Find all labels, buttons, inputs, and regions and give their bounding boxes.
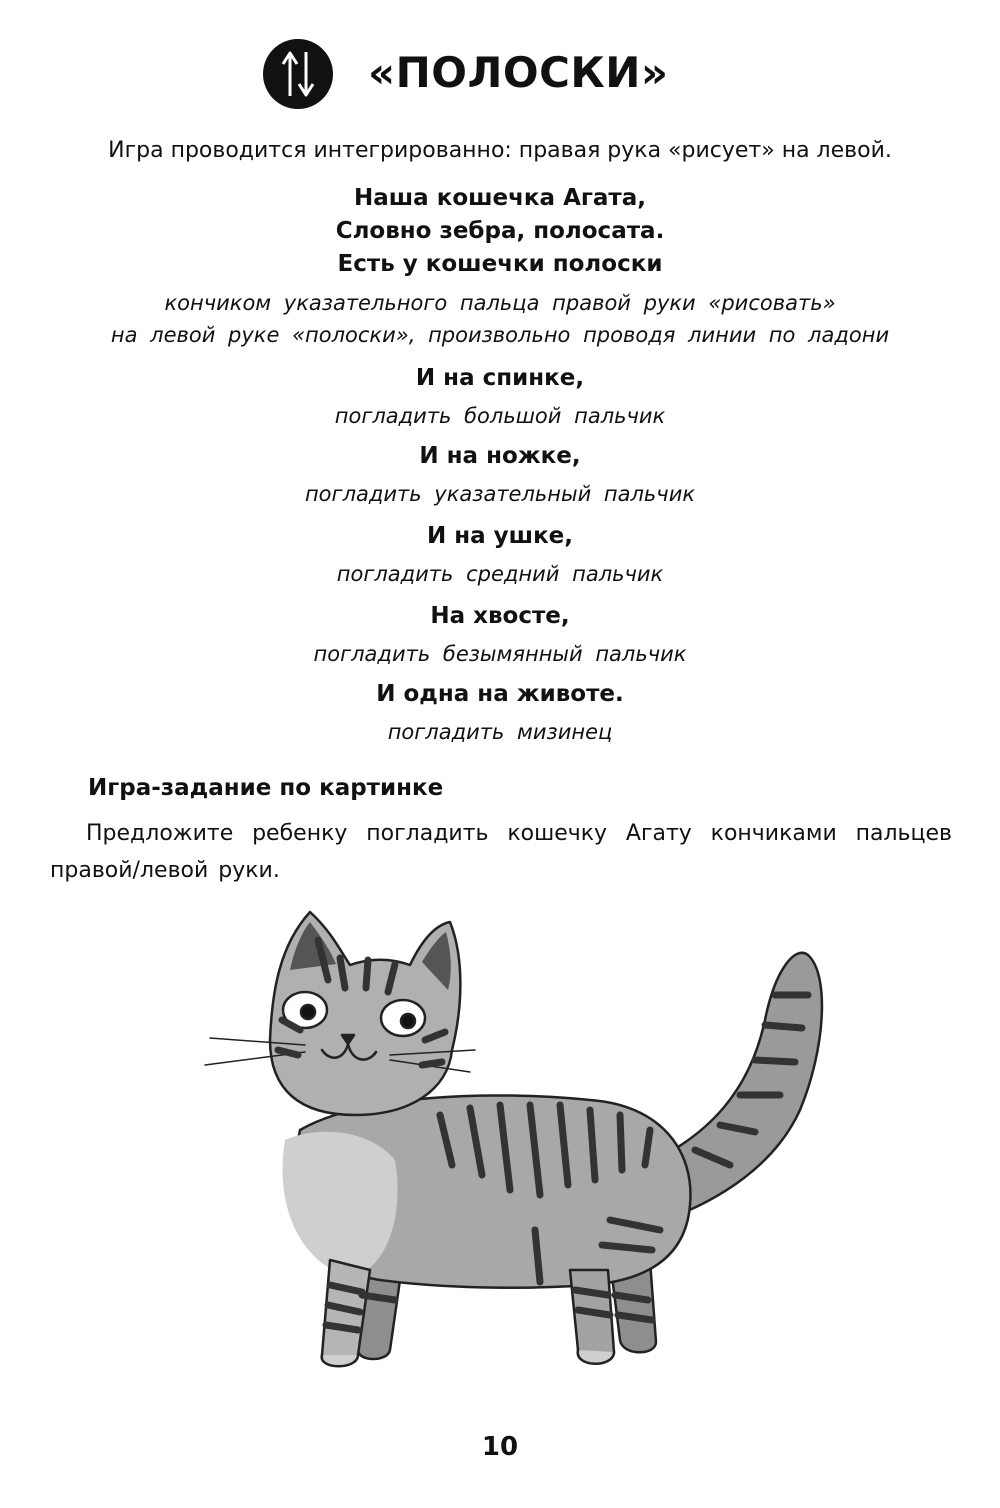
verse-line: И одна на животе.	[376, 681, 624, 707]
verse-pair-5	[0, 678, 1000, 748]
verse-pair-4	[0, 600, 1000, 670]
striped-cat-illustration	[190, 900, 840, 1400]
verse-block-1	[0, 182, 1000, 351]
verse-instruction: погладить безымянный пальчик	[313, 642, 687, 666]
verse-instruction: кончиком указательного пальца правой руки «рисовать»	[164, 291, 836, 315]
verse-pair-2	[0, 440, 1000, 510]
verse-pair-1	[0, 362, 1000, 432]
verse-line: И на спинке,	[415, 365, 585, 391]
verse-line: Наша кошечка Агата,	[353, 185, 646, 211]
verse-line: И на ушке,	[426, 523, 574, 549]
verse-instruction: на левой руке «полоски», произвольно проводя линии по ладони	[110, 323, 890, 347]
verse-line: Словно зебра, полосата.	[335, 218, 665, 244]
page-header	[0, 30, 1000, 120]
verse-line: Есть у кошечки полоски	[337, 251, 663, 277]
verse-line: На хвосте,	[430, 603, 570, 629]
verse-instruction: погладить мизинец	[387, 720, 613, 744]
task-title: Игра-задание по картинке	[88, 775, 444, 801]
up-down-arrows-icon	[262, 38, 334, 110]
intro-text: Игра проводится интегрированно: правая рука «рисует» на левой.	[108, 138, 892, 163]
verse-instruction: погладить средний пальчик	[336, 562, 664, 586]
verse-instruction: погладить большой пальчик	[334, 404, 666, 428]
verse-pair-3	[0, 520, 1000, 590]
page-number: 10	[481, 1432, 519, 1462]
verse-line: И на ножке,	[419, 443, 581, 469]
verse-instruction: погладить указательный пальчик	[304, 482, 696, 506]
task-text: Предложите ребенку погладить кошечку Агату кончиками пальцев правой/левой руки.	[50, 821, 952, 883]
page-title: «ПОЛОСКИ»	[368, 48, 669, 97]
